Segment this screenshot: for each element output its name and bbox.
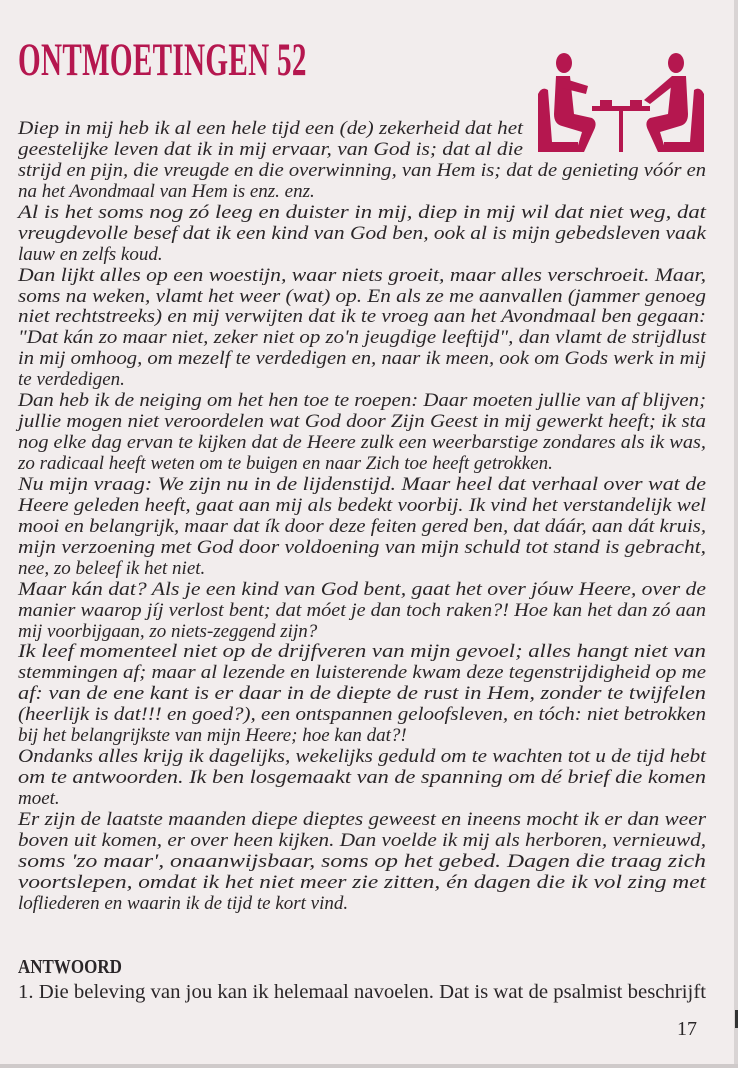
text-line-content: mijn verzoening met God door voldoening van mijn schuld tot stand is gebracht, — [18, 536, 706, 558]
text-line — [18, 663, 706, 684]
text-line — [18, 873, 706, 894]
text-line — [18, 789, 706, 810]
answer-first-line: 1. Die beleving van jou kan ik helemaal navoelen. Dat is wat de psalmist beschrijft — [18, 981, 707, 1003]
text-line — [18, 642, 706, 663]
text-line-content: strijd en pijn, die vreugde en die overwinning, van Hem is; dat de genieting vóór en — [18, 159, 707, 181]
text-line-content: Dan lijkt alles op een woestijn, waar niets groeit, maar alles verschroeit. Maar, — [18, 264, 706, 286]
text-line-content: Er zijn de laatste maanden diepe dieptes geweest en ineens mocht ik er dan weer — [18, 808, 706, 830]
text-line — [18, 894, 706, 915]
text-line — [18, 475, 706, 496]
text-line-content: manier waarop jíj verlost bent; dat móet je dan toch raken?! Hoe kan het dan zó aan — [18, 599, 707, 621]
text-line — [18, 138, 523, 161]
text-line — [18, 852, 706, 873]
text-line — [18, 517, 706, 538]
text-line-content: voortslepen, omdat ik het niet meer zie zitten, én dagen die ik vol zing met — [18, 871, 706, 893]
text-line-content: (heerlijk is dat!!! en goed?), een ontspannen geloofsleven, en tóch: niet betrokken — [18, 704, 707, 726]
text-line-content: jullie mogen niet veroordelen wat God door Zijn Geest in mij gewerkt heeft; ik sta — [18, 411, 706, 433]
letter-body — [18, 119, 706, 915]
text-line — [18, 747, 706, 768]
text-line — [18, 245, 706, 266]
text-line-content: Diep in mij heb ik al een hele tijd een (de) zekerheid dat het — [18, 118, 523, 139]
text-line-content: geestelijke leven dat ik in mij ervaar, van God is; dat al die — [18, 138, 523, 160]
text-line-content: af: van de ene kant is er daar in de diepte de rust in Hem, zonder te twijfelen — [18, 683, 706, 705]
answer-heading: ANTWOORD — [18, 956, 122, 978]
page-title: ONTMOETINGEN 52 — [18, 34, 307, 86]
text-line — [18, 287, 706, 308]
text-line-content: lofliederen en waarin ik de tijd te kort vind. — [18, 892, 349, 914]
text-line-content: Maar kán dat? Als je een kind van God bent, gaat het over jóuw Heere, over de — [18, 578, 706, 600]
text-line — [18, 370, 706, 391]
text-line — [18, 601, 706, 622]
text-line-content: vreugdevolle besef dat ik een kind van God ben, ook al is mijn gebedsleven vaak — [18, 222, 706, 244]
text-line-content: na het Avondmaal van Hem is enz. enz. — [18, 180, 315, 202]
text-line — [18, 161, 706, 182]
text-line — [18, 559, 706, 580]
text-line — [18, 433, 706, 454]
page-number: 17 — [677, 1018, 697, 1040]
text-line — [18, 307, 706, 328]
text-line-content: mij voorbijgaan, zo niets-zeggend zijn? — [18, 620, 318, 642]
text-line-content: moet. — [18, 788, 60, 809]
text-line — [18, 496, 706, 517]
text-line-content: Dan heb ik de neiging om het hen toe te roepen: Daar moeten jullie van af blijven; — [18, 390, 706, 412]
text-line-content: bij het belangrijkste van mijn Heere; hoe kan dat?! — [18, 725, 407, 747]
text-line — [18, 538, 706, 559]
text-line-content: te verdedigen. — [18, 369, 125, 391]
text-line-content: om te antwoorden. Ik ben losgemaakt van de spanning om dé brief die komen — [18, 767, 706, 789]
page-edge — [734, 0, 738, 1068]
text-line-content: stemmingen af; maar al lezende en luisterende kwam deze tegenstrijdigheid op me — [18, 662, 706, 684]
text-line — [18, 391, 706, 412]
text-line — [18, 349, 706, 370]
text-line — [18, 705, 706, 726]
text-line-content: zo radicaal heeft weten om te buigen en naar Zich toe heeft getrokken. — [18, 453, 553, 474]
text-line — [18, 118, 523, 140]
text-line-content: nog elke dag ervan te kijken dat de Heere zulk een weerbarstige zondares als ik was, — [18, 432, 707, 454]
text-line-content: soms na weken, vlamt het weer (wat) op. En als ze me aanvallen (jammer genoeg — [18, 285, 706, 307]
text-line-content: Heere geleden heeft, gaat aan mij als bedekt voorbij. Ik vind het verstandelijk wel — [18, 494, 706, 516]
page-bottom-edge — [0, 1064, 738, 1068]
text-line — [18, 684, 706, 705]
text-line — [18, 810, 706, 831]
text-line — [18, 412, 706, 433]
text-line — [18, 831, 706, 852]
text-line — [18, 203, 706, 224]
text-line-content: lauw en zelfs koud. — [18, 243, 163, 265]
text-line-content: niet rechtstreeks) en mij verwijten dat ik te vroeg aan het Avondmaal ben gegaan: — [18, 306, 706, 328]
text-line-content: nee, zo beleef ik het niet. — [18, 557, 206, 579]
text-line — [18, 768, 706, 789]
text-line — [18, 328, 706, 349]
text-line — [18, 454, 706, 475]
text-line-content: Ondanks alles krijg ik dagelijks, wekelijks geduld om te wachten tot u de tijd hebt — [18, 746, 706, 768]
text-line-content: soms 'zo maar', onaanwijsbaar, soms op het gebed. Dagen die traag zich — [18, 850, 706, 872]
text-line-content: boven uit komen, er over heen kijken. Dan voelde ik mij als herboren, vernieuwd, — [18, 829, 706, 851]
text-line-content: "Dat kán zo maar niet, zeker niet op zo'n jeugdige leeftijd", dan vlamt de strijdlust — [18, 327, 706, 349]
text-line-content: mooi en belangrijk, maar dat ík door deze feiten gered ben, dat dáár, aan dát kruis, — [18, 515, 706, 537]
text-line — [18, 726, 706, 747]
text-line-content: Nu mijn vraag: We zijn nu in de lijdenstijd. Maar heel dat verhaal over wat de — [18, 473, 706, 495]
text-line-content: Al is het soms nog zó leeg en duister in mij, diep in mij wil dat niet weg, dat — [18, 201, 706, 223]
text-line — [18, 224, 706, 245]
text-line-content: Ik leef momenteel niet op de drijfveren van mijn gevoel; alles hangt niet van — [18, 641, 706, 663]
text-line-content: in mij omhoog, om mezelf te verdedigen en, naar ik meen, ook om Gods werk in mij — [18, 348, 706, 370]
text-line — [18, 580, 706, 601]
text-line — [18, 622, 706, 643]
text-line — [18, 266, 706, 287]
text-line — [18, 182, 706, 203]
